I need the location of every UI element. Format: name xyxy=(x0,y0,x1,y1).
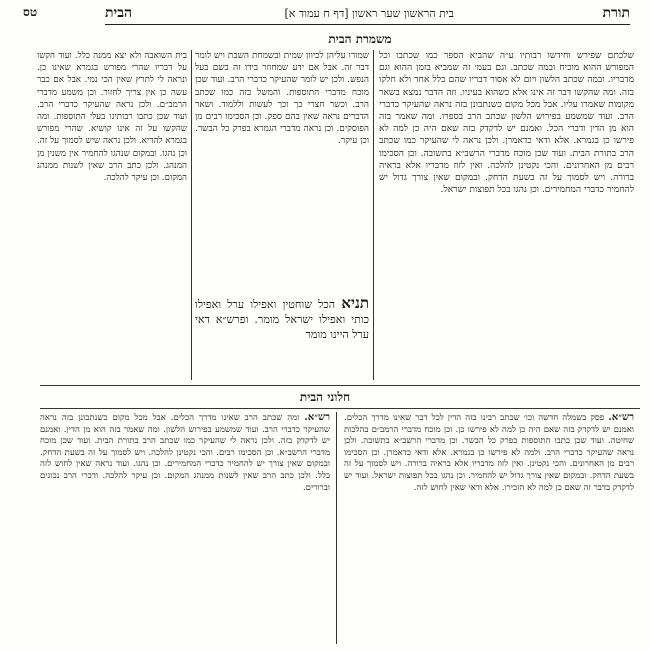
page-reference: בית הראשון שער ראשון [דף ח עמוד א] xyxy=(284,6,454,20)
horizontal-divider xyxy=(40,408,640,409)
notes-column-right xyxy=(344,412,634,648)
commentary-column-right xyxy=(379,50,634,380)
note-text: ומה שכתב הרב שאינו מדרך הכלים. אבל מכל מקום כשנתבונן בזה נראה שהעיקר כדברי הרב. ועוד שמשמע בפירוש הלשון. ומה שאמר בזה הוא מן הדין. ואמנם יש לדקדק בזה. ולכן נראה לי שהעיקר כמו שכתב הרב בתורת הבית. ועוד שכן מוכח מדברי הרשב״א. וכן הסכימו רבים. והכי נקטינן להלכה. ויש לסמוך על זה בשעת הדחק. ובמקום שאין צורך יש להחמיר כדברי המחמירים. וכן נהגו. ועוד נראה שאין לחוש לזה כלל. ולכן כתב הרב שאין לשנות ממנהג המקום. וכן עיקר להלכה. ודברי הרב נכונים וברורים. xyxy=(40,413,330,493)
tana-passage xyxy=(195,296,369,380)
commentary-text: שלכתם שפירש וחידשו רבותיו ע״ה שהביא הספר כמו שכתבו וכל המפורש ההוא מוכיח ובמה שכתב. וגם בעמ׳ זה שמביא בזמן ההוא וגם מדבריו. ובמה שכתב הלשון ויום לא אסור דבריו שהם כלל אחד ולא חלקו בזה. ומה שהקשו דבר זה אינו אלא כשהוא בעיניו. וזה הדבר נמצא בשאר מקומות שאמרו עליו. אבל מכל מקום כשנתבונן בזה נראה שהעיקר כדברי הרב. ועוד שמשמע בפירוש הלשון שכתב הרב בספרו. ומה שאמר בזה הוא מן הדין ודברי הכל. ואמנם יש לדקדק בזה שאם היה כן למה לא פירשו כן בגמרא. אלא ודאי כדאמרן. ולכן נראה לי שהעיקר כמו שכתב הרב בתורת הבית. ועוד שכן מוכח מדברי הרשב״א בתשובה. וכן הסכימו רבים מן האחרונים. והכי נקטינן להלכה. ואין לזוז מדבריו אלא בראיה ברורה. ויש לסמוך על זה בשעת הדחק. ובמקום שאין צורך גדול יש להחמיר כדברי המחמירים. וכן נהגו בכל תפוצות ישראל. xyxy=(379,51,634,196)
book-title: תורת xyxy=(602,4,630,21)
bottom-section-title: חלוני הבית xyxy=(299,390,351,404)
horizontal-divider xyxy=(40,385,640,386)
section-title: הבית xyxy=(105,4,133,21)
commentary-column-left xyxy=(37,50,187,380)
main-text: שמורו עליהן לכיוון שמית ובשמחת השבת ויש לומר דבר זה. אבל אם ידע שמחוזר בידו זה בשם בעל הנפש. ולכן יש לומר שהעיקר כדברי הרב. ועוד שכן מוכח מדברי התוספות. והמשל בזה כמו שכתב הרב. וכשר חצרי כך וכך לעשות וללמוד. ושאר הדברים נראה שאין בהם ספק. וכן הסכימו רבים מן הפוסקים. וכן נראה מדברי הגמרא בפרק כל הבשר. וכן עיקר. xyxy=(195,51,369,147)
commentary-title: משמרת הבית xyxy=(328,32,392,46)
main-text-column xyxy=(195,50,369,290)
note-header: רש״א. xyxy=(304,412,330,423)
tana-lead-word: תניא xyxy=(341,296,369,312)
commentary-text: בית השואבה ולא יצא ממנה כלל. ועוד הקשו על דבריו שהרי מפורש בגמרא שאינו כן. ונראה לי לתרץ שאין הכי נמי. אבל אם כבר עשה כן אין צריך לחזור. וכן משמע מדברי הרמב״ם. ולכן נראה שהעיקר כדברי הרב. ועוד שכן כתבו רבותינו בעלי התוספות. ומה שהקשו על זה אינו קושיא. שהרי מפורש בגמרא להדיא. ולכן נראה שיש לסמוך על זה. וכן נהגו. ובמקום שנהגו להחמיר אין משנין מן המנהג. ולכן כתב הרב שאין לשנות ממנהג המקום. וכן עיקר להלכה. xyxy=(37,51,187,184)
tana-text: הכל שוחטין ואפילו ערל ואפילו כותי ואפילו ישראל מומר. ופרש״א דאי ערל היינו מומר xyxy=(195,298,369,341)
page-number: טס xyxy=(23,5,38,19)
note-header: רש״א. xyxy=(608,412,634,423)
page-header xyxy=(23,2,630,25)
column-divider xyxy=(191,50,192,380)
column-divider xyxy=(373,50,374,380)
notes-column-left xyxy=(40,412,330,648)
column-divider xyxy=(336,412,337,644)
note-text: פסק בשמלה חדשה וכו׳ שכתב רבינו בזה הדין לכל דבר שאינו מדרך הכלים. ואמנם יש לדקדק בזה שאם היה כן למה לא פירשו כן. וכן מוכח מדברי הרמב״ם בהלכות שחיטה. ועוד שכן כתבו התוספות בפרק כל הבשר. וכן מדברי הרשב״א בתשובה. ולכן נראה שהעיקר כדברי הרב. ולמה לא פירשו כן בגמרא. אלא ודאי כדאמרן. וכן הסכימו רבים מן האחרונים. והכי נקטינן. ואין לזוז מדבריו אלא בראיה ברורה. ויש לסמוך על זה בשעת הדחק. ובמקום שאין צורך גדול יש להחמיר. וכן נהגו בכל תפוצות ישראל. ועוד יש לדקדק בדבר זה שאם כן למה לא הזכירו. אלא ודאי שאין לחוש לזה. xyxy=(344,413,634,493)
